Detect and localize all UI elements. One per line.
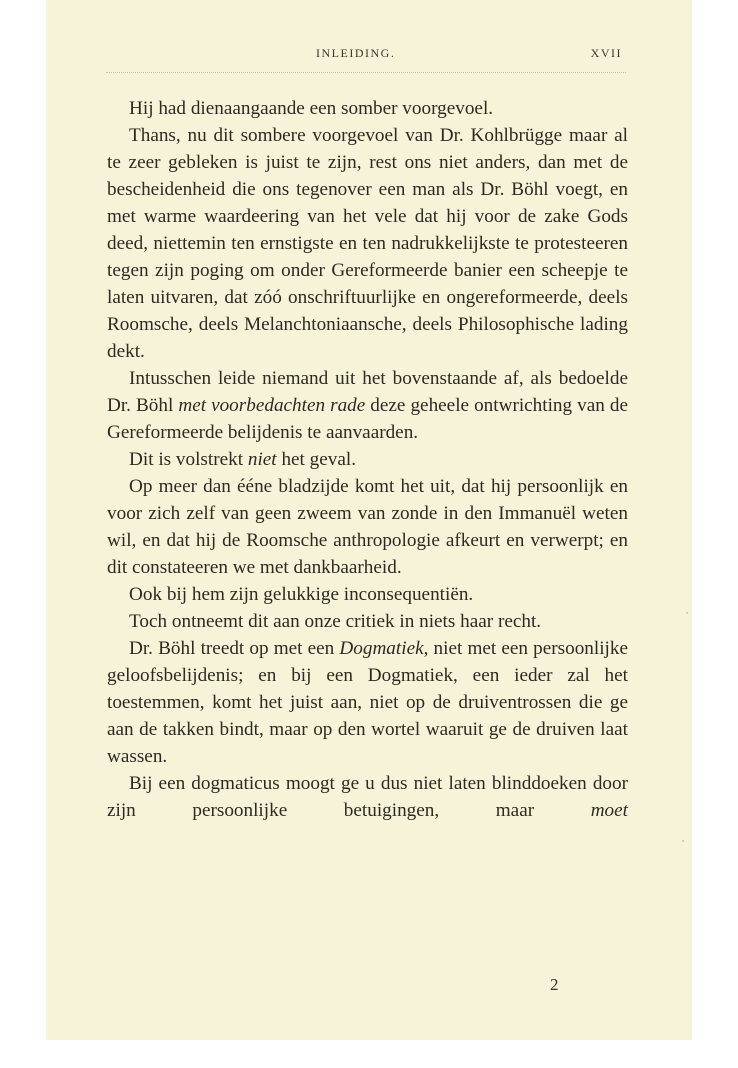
- signature-mark: 2: [550, 975, 559, 994]
- paragraph: [107, 446, 628, 473]
- paragraph-text: Dit is volstrekt: [129, 449, 248, 470]
- italic-phrase: niet: [247, 449, 277, 470]
- italic-phrase: Dogmatiek: [339, 638, 424, 659]
- paper-speck: [682, 840, 684, 842]
- body-text: [107, 95, 628, 824]
- paragraph-text: Hij had dienaangaande een somber voorgevoel.: [129, 98, 494, 119]
- paragraph: [107, 608, 628, 635]
- italic-phrase: met voorbedachten rade: [178, 395, 366, 416]
- paragraph: [107, 122, 628, 365]
- paragraph: [107, 635, 628, 770]
- paragraph-text: , niet met een persoonlijke geloofsbelijdenis; en bij een Dogmatiek, een ieder zal het toestemmen, komt het juist aan, niet op de druiventrossen die ge aan de takken bindt, maar op den wortel waaruit ge de druiven laat wassen.: [107, 638, 628, 767]
- header-rule: [106, 72, 626, 73]
- paragraph: [107, 581, 628, 608]
- paragraph: [107, 770, 628, 824]
- paragraph-text: Thans, nu dit sombere voorgevoel van Dr. Kohlbrügge maar al te zeer gebleken is juist te zijn, rest ons niet anders, dan met de bescheidenheid die ons tegenover een man als Dr. Böhl voegt, en met warme waardeering van het vele dat hij voor de zake Gods deed, niettemin ten ernstigste en ten nadrukkelijkste te protesteeren tegen zijn poging om onder Gereformeerde banier een scheepje te laten uitvaren, dat zóó onschriftuurlijke en ongereformeerde, deels Roomsche, deels Melanchtoniaansche, deels Philosophische lading dekt.: [107, 125, 628, 362]
- paragraph-text: Intusschen leide niemand uit het bovenstaande af, als bedoelde Dr. Böhl: [107, 368, 628, 416]
- paragraph-text: Ook bij hem zijn gelukkige inconsequentiën.: [129, 584, 474, 605]
- paragraph-text: Op meer dan ééne bladzijde komt het uit, dat hij persoonlijk en voor zich zelf van geen zweem van zonde in den Immanuël weten wil, en dat hij de Roomsche anthropologie afkeurt en verwerpt; en dit constateeren we met dankbaarheid.: [107, 476, 628, 578]
- paragraph: [107, 365, 628, 446]
- paragraph: [107, 473, 628, 581]
- paper-speck: [686, 612, 688, 614]
- header-title: INLEIDING.: [316, 46, 396, 60]
- page: [46, 0, 692, 1040]
- paragraph-text: het geval.: [276, 449, 357, 470]
- paragraph: [107, 95, 628, 122]
- paragraph-text: Dr. Böhl treedt op met een: [129, 638, 340, 659]
- paragraph-text: deze geheele ontwrichting van de Gereformeerde belijdenis te aanvaarden.: [107, 395, 628, 443]
- italic-phrase: moet: [590, 800, 628, 821]
- page-number: XVII: [590, 46, 622, 60]
- paragraph-text: Toch ontneemt dit aan onze critiek in niets haar recht.: [129, 611, 542, 632]
- paragraph-text: Bij een dogmaticus moogt ge u dus niet laten blinddoeken door zijn persoonlijke betuigingen, maar: [107, 773, 628, 821]
- running-header: [46, 46, 692, 66]
